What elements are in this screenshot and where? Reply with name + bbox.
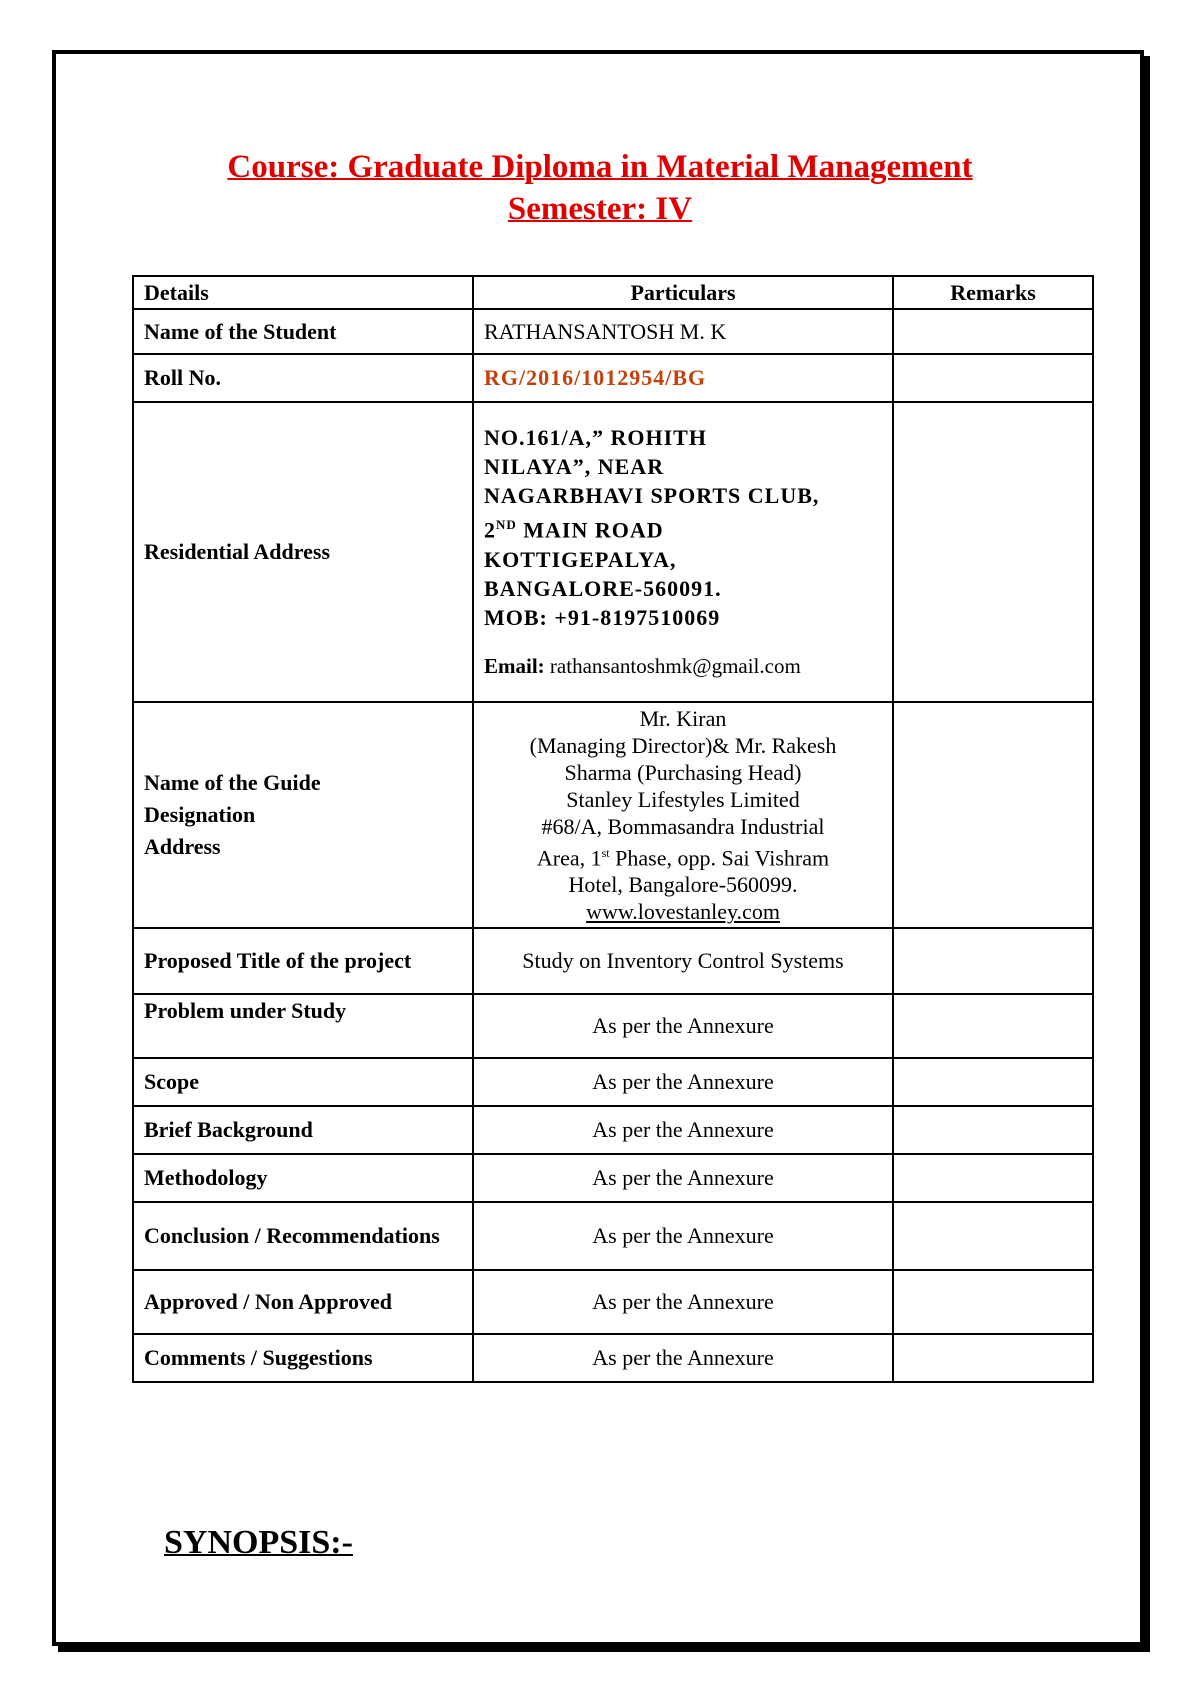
header-details: Details xyxy=(133,276,473,309)
table-row xyxy=(133,1270,1093,1334)
guide-details: Mr. Kiran (Managing Director)& Mr. Rakesh Sharma (Purchasing Head) Stanley Lifestyles Limited #68/A, Bommasandra Industrial Area, 1st Phase, opp. Sai Vishram Hotel, Bangalore-560099. www.lovestanley.com xyxy=(473,702,893,928)
student-label: Name of the Student xyxy=(133,309,473,354)
remarks-cell xyxy=(893,928,1093,994)
roll-number: RG/2016/1012954/BG xyxy=(473,354,893,402)
row-value: As per the Annexure xyxy=(473,1334,893,1382)
address-line: 2ND MAIN ROAD xyxy=(484,517,664,543)
remarks-cell xyxy=(893,402,1093,702)
residential-address xyxy=(473,402,893,702)
remarks-cell xyxy=(893,994,1093,1058)
remarks-cell xyxy=(893,1058,1093,1106)
row-label: Scope xyxy=(133,1058,473,1106)
remarks-cell xyxy=(893,309,1093,354)
semester-title: Semester: IV xyxy=(507,191,693,227)
row-value: As per the Annexure xyxy=(473,994,893,1058)
guide-label: Name of the Guide Designation Address xyxy=(133,702,473,928)
address-line: KOTTIGEPALYA, xyxy=(484,546,677,572)
table-row xyxy=(133,402,1093,702)
table-row xyxy=(133,354,1093,402)
address-line: NO.161/A,” ROHITH xyxy=(484,425,707,451)
header-particulars: Particulars xyxy=(473,276,893,309)
details-table xyxy=(132,275,1094,1383)
table-row xyxy=(133,928,1093,994)
title-block xyxy=(0,146,1200,230)
row-label: Brief Background xyxy=(133,1106,473,1154)
address-label: Residential Address xyxy=(133,402,473,702)
remarks-cell xyxy=(893,1154,1093,1202)
email-address: rathansantoshmk@gmail.com xyxy=(544,653,801,678)
table-row xyxy=(133,1202,1093,1270)
address-line: NAGARBHAVI SPORTS CLUB, xyxy=(484,483,820,509)
remarks-cell xyxy=(893,1270,1093,1334)
course-title: Course: Graduate Diploma in Material Management xyxy=(227,149,973,185)
project-title-value: Study on Inventory Control Systems xyxy=(473,928,893,994)
address-line: BANGALORE-560091. xyxy=(484,575,722,601)
remarks-cell xyxy=(893,702,1093,928)
project-title-label: Proposed Title of the project xyxy=(133,928,473,994)
mobile-number: MOB: +91-8197510069 xyxy=(484,604,721,630)
header-remarks: Remarks xyxy=(893,276,1093,309)
student-name: RATHANSANTOSH M. K xyxy=(473,309,893,354)
address-line: NILAYA”, NEAR xyxy=(484,454,665,480)
synopsis-heading: SYNOPSIS:- xyxy=(164,1524,353,1561)
row-label: Problem under Study xyxy=(133,994,473,1058)
table-row xyxy=(133,702,1093,928)
row-label: Approved / Non Approved xyxy=(133,1270,473,1334)
table-row xyxy=(133,1154,1093,1202)
row-value: As per the Annexure xyxy=(473,1270,893,1334)
table-row xyxy=(133,1334,1093,1382)
table-row xyxy=(133,994,1093,1058)
roll-label: Roll No. xyxy=(133,354,473,402)
remarks-cell xyxy=(893,1334,1093,1382)
row-value: As per the Annexure xyxy=(473,1202,893,1270)
remarks-cell xyxy=(893,354,1093,402)
table-row xyxy=(133,309,1093,354)
row-label: Methodology xyxy=(133,1154,473,1202)
table-header-row xyxy=(133,276,1093,309)
email-line: Email: rathansantoshmk@gmail.com xyxy=(484,653,801,678)
table-row xyxy=(133,1058,1093,1106)
website-link[interactable]: www.lovestanley.com xyxy=(586,899,780,925)
row-label: Conclusion / Recommendations xyxy=(133,1202,473,1270)
remarks-cell xyxy=(893,1106,1093,1154)
row-value: As per the Annexure xyxy=(473,1058,893,1106)
remarks-cell xyxy=(893,1202,1093,1270)
row-value: As per the Annexure xyxy=(473,1154,893,1202)
table-row xyxy=(133,1106,1093,1154)
row-value: As per the Annexure xyxy=(473,1106,893,1154)
row-label: Comments / Suggestions xyxy=(133,1334,473,1382)
